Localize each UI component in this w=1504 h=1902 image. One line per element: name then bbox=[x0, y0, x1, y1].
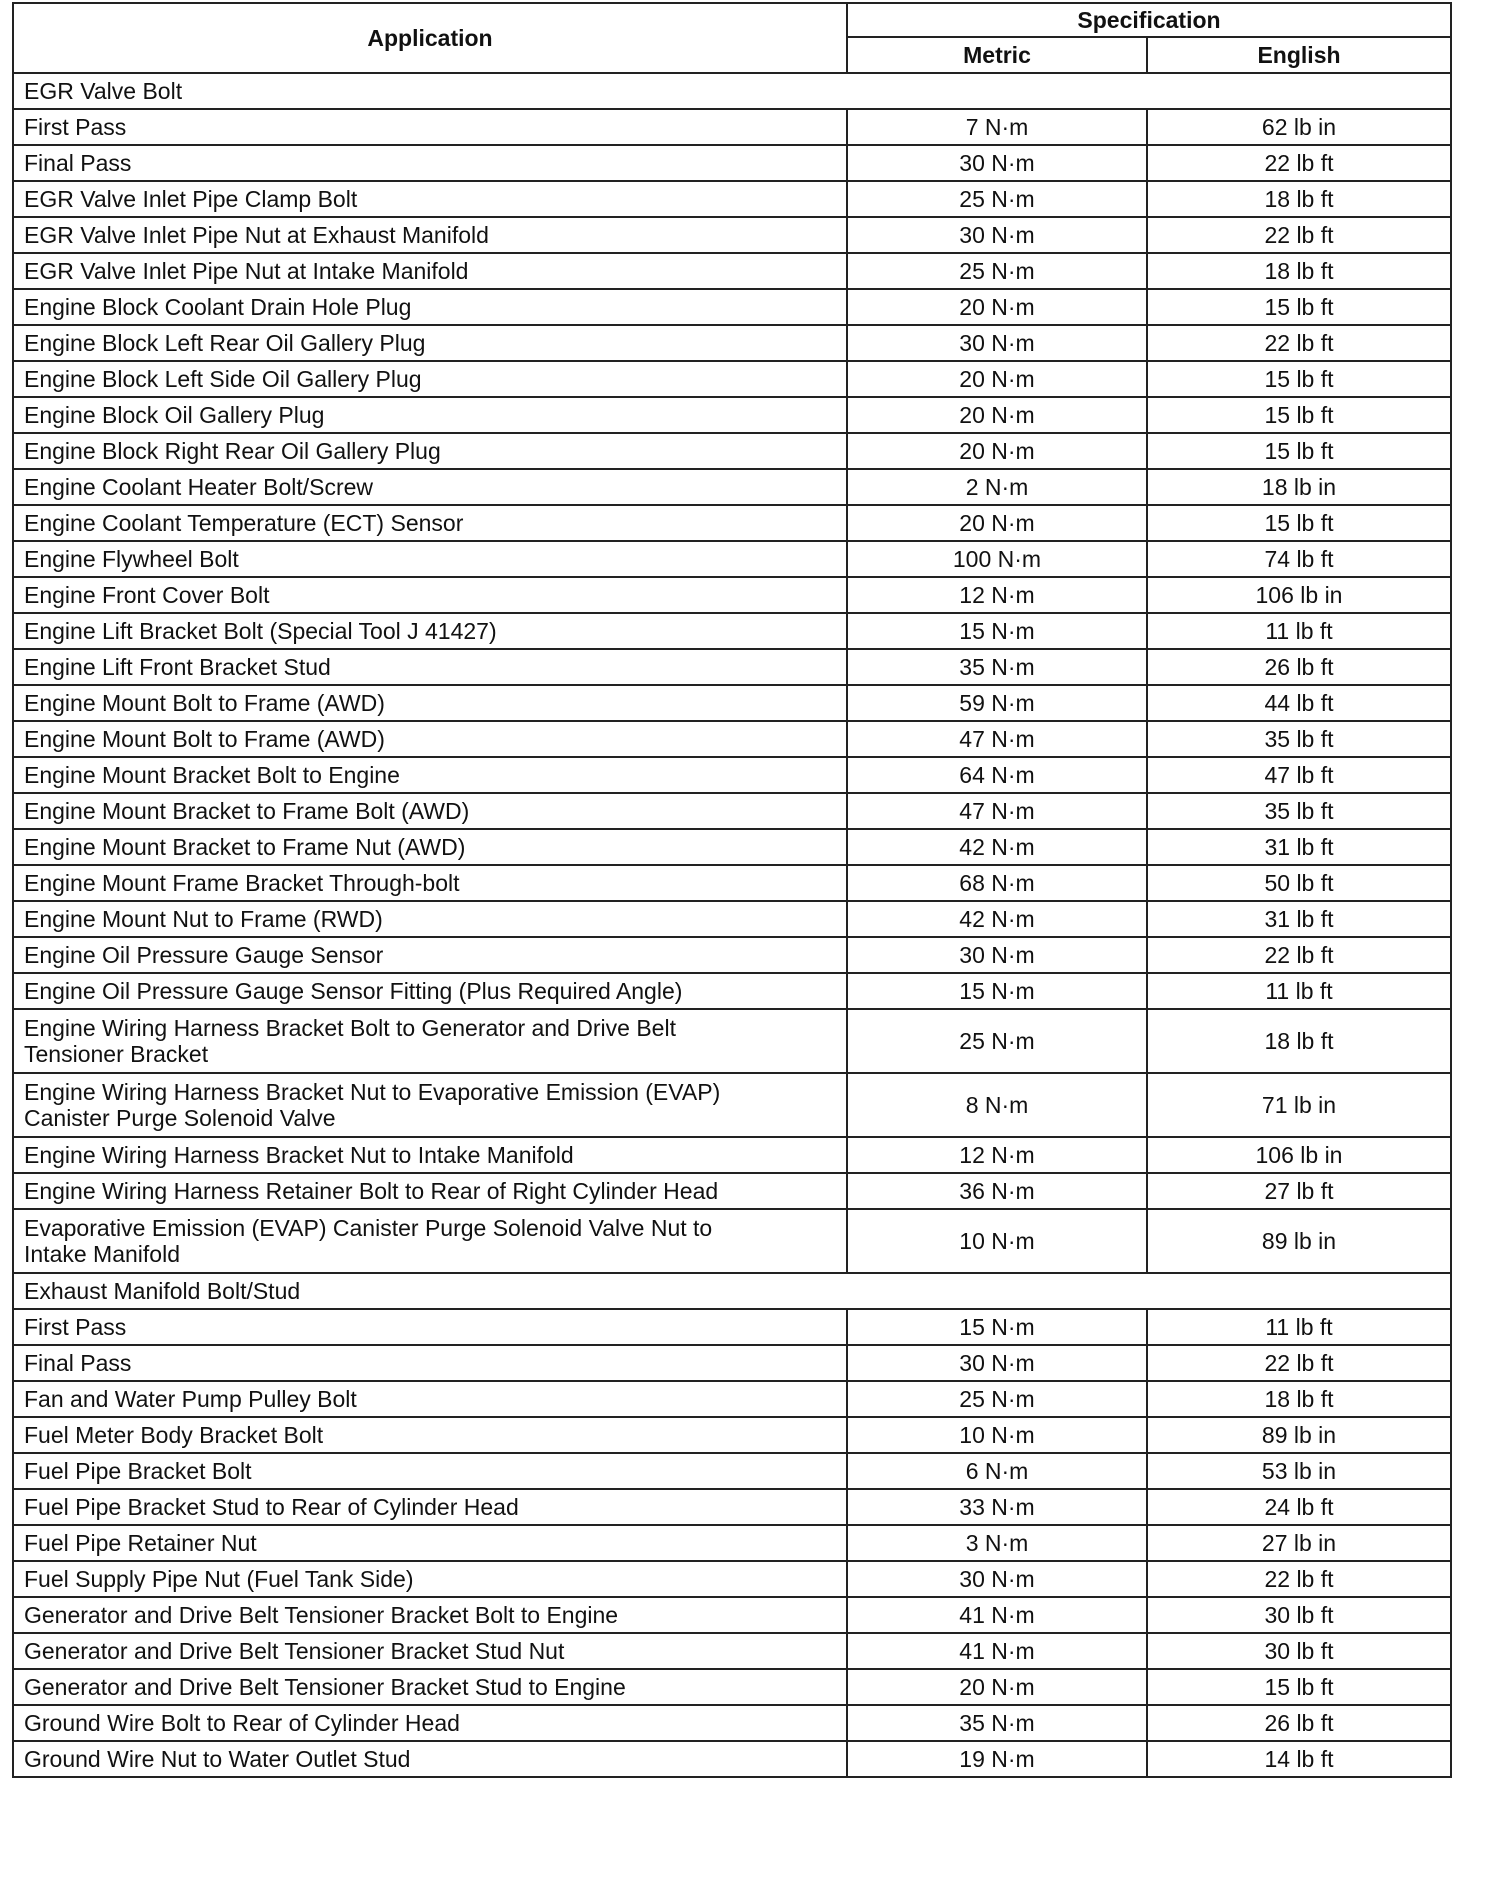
table-row bbox=[13, 1705, 1451, 1741]
cell-application: Engine Coolant Heater Bolt/Screw bbox=[13, 469, 847, 505]
table-row bbox=[13, 469, 1451, 505]
cell-application: First Pass bbox=[13, 1309, 847, 1345]
cell-metric: 42 N·m bbox=[847, 901, 1147, 937]
table-row bbox=[13, 145, 1451, 181]
cell-application: EGR Valve Inlet Pipe Nut at Intake Manifold bbox=[13, 253, 847, 289]
table-row bbox=[13, 541, 1451, 577]
cell-metric: 20 N·m bbox=[847, 505, 1147, 541]
table-row bbox=[13, 901, 1451, 937]
cell-english: 26 lb ft bbox=[1147, 649, 1451, 685]
cell-metric: 47 N·m bbox=[847, 721, 1147, 757]
cell-metric: 35 N·m bbox=[847, 1705, 1147, 1741]
header-english: English bbox=[1147, 37, 1451, 73]
cell-metric: 3 N·m bbox=[847, 1525, 1147, 1561]
torque-spec-table bbox=[12, 2, 1452, 1778]
cell-metric: 33 N·m bbox=[847, 1489, 1147, 1525]
cell-metric: 10 N·m bbox=[847, 1417, 1147, 1453]
cell-application: Ground Wire Nut to Water Outlet Stud bbox=[13, 1741, 847, 1777]
cell-english: 15 lb ft bbox=[1147, 1669, 1451, 1705]
table-row bbox=[13, 577, 1451, 613]
cell-metric: 68 N·m bbox=[847, 865, 1147, 901]
cell-application: Engine Lift Front Bracket Stud bbox=[13, 649, 847, 685]
cell-english: 15 lb ft bbox=[1147, 361, 1451, 397]
cell-english: 22 lb ft bbox=[1147, 1561, 1451, 1597]
cell-application: Engine Oil Pressure Gauge Sensor Fitting (Plus Required Angle) bbox=[13, 973, 847, 1009]
cell-application: Engine Wiring Harness Retainer Bolt to Rear of Right Cylinder Head bbox=[13, 1173, 847, 1209]
cell-application: Engine Wiring Harness Bracket Nut to Intake Manifold bbox=[13, 1137, 847, 1173]
cell-application: Engine Mount Bolt to Frame (AWD) bbox=[13, 685, 847, 721]
table-row bbox=[13, 721, 1451, 757]
cell-english: 22 lb ft bbox=[1147, 1345, 1451, 1381]
cell-metric: 10 N·m bbox=[847, 1209, 1147, 1273]
cell-metric: 8 N·m bbox=[847, 1073, 1147, 1137]
table-group-row bbox=[13, 1273, 1451, 1309]
cell-english: 47 lb ft bbox=[1147, 757, 1451, 793]
cell-metric: 12 N·m bbox=[847, 577, 1147, 613]
cell-application: Engine Oil Pressure Gauge Sensor bbox=[13, 937, 847, 973]
table-row bbox=[13, 1009, 1451, 1073]
cell-application: Engine Mount Nut to Frame (RWD) bbox=[13, 901, 847, 937]
cell-english: 18 lb ft bbox=[1147, 181, 1451, 217]
cell-application: Engine Block Coolant Drain Hole Plug bbox=[13, 289, 847, 325]
cell-application: EGR Valve Inlet Pipe Clamp Bolt bbox=[13, 181, 847, 217]
cell-english: 89 lb in bbox=[1147, 1417, 1451, 1453]
cell-english: 15 lb ft bbox=[1147, 289, 1451, 325]
table-row bbox=[13, 793, 1451, 829]
cell-english: 22 lb ft bbox=[1147, 217, 1451, 253]
table-row bbox=[13, 685, 1451, 721]
cell-metric: 19 N·m bbox=[847, 1741, 1147, 1777]
cell-metric: 25 N·m bbox=[847, 1381, 1147, 1417]
cell-metric: 2 N·m bbox=[847, 469, 1147, 505]
cell-application: Engine Mount Bolt to Frame (AWD) bbox=[13, 721, 847, 757]
cell-english: 53 lb in bbox=[1147, 1453, 1451, 1489]
header-application: Application bbox=[13, 3, 847, 73]
table-row bbox=[13, 1209, 1451, 1273]
cell-application: Engine Block Left Side Oil Gallery Plug bbox=[13, 361, 847, 397]
application-line-1: Evaporative Emission (EVAP) Canister Purge Solenoid Valve Nut to bbox=[24, 1215, 713, 1241]
cell-metric: 15 N·m bbox=[847, 613, 1147, 649]
cell-english: 11 lb ft bbox=[1147, 973, 1451, 1009]
cell-metric: 36 N·m bbox=[847, 1173, 1147, 1209]
cell-application: Engine Mount Bracket to Frame Bolt (AWD) bbox=[13, 793, 847, 829]
cell-application: Engine Block Right Rear Oil Gallery Plug bbox=[13, 433, 847, 469]
cell-application: Final Pass bbox=[13, 1345, 847, 1381]
table-row bbox=[13, 1741, 1451, 1777]
cell-metric: 30 N·m bbox=[847, 217, 1147, 253]
cell-english: 50 lb ft bbox=[1147, 865, 1451, 901]
cell-metric: 20 N·m bbox=[847, 361, 1147, 397]
cell-english: 22 lb ft bbox=[1147, 145, 1451, 181]
cell-application: Fuel Meter Body Bracket Bolt bbox=[13, 1417, 847, 1453]
cell-metric: 30 N·m bbox=[847, 325, 1147, 361]
table-row bbox=[13, 1525, 1451, 1561]
table-row bbox=[13, 1345, 1451, 1381]
cell-english: 106 lb in bbox=[1147, 1137, 1451, 1173]
cell-application: Engine Mount Bracket Bolt to Engine bbox=[13, 757, 847, 793]
table-row bbox=[13, 325, 1451, 361]
table-row bbox=[13, 253, 1451, 289]
table-row bbox=[13, 289, 1451, 325]
table-row bbox=[13, 1417, 1451, 1453]
table-row bbox=[13, 937, 1451, 973]
cell-application: Generator and Drive Belt Tensioner Bracket Stud Nut bbox=[13, 1633, 847, 1669]
table-row bbox=[13, 217, 1451, 253]
cell-metric: 25 N·m bbox=[847, 181, 1147, 217]
cell-metric: 20 N·m bbox=[847, 433, 1147, 469]
cell-english: 22 lb ft bbox=[1147, 325, 1451, 361]
table-row bbox=[13, 973, 1451, 1009]
cell-english: 26 lb ft bbox=[1147, 1705, 1451, 1741]
cell-application: Fan and Water Pump Pulley Bolt bbox=[13, 1381, 847, 1417]
cell-metric: 20 N·m bbox=[847, 289, 1147, 325]
cell-english: 35 lb ft bbox=[1147, 721, 1451, 757]
cell-application: Final Pass bbox=[13, 145, 847, 181]
cell-english: 31 lb ft bbox=[1147, 901, 1451, 937]
table-row bbox=[13, 1669, 1451, 1705]
cell-application: Fuel Pipe Bracket Bolt bbox=[13, 1453, 847, 1489]
table-row bbox=[13, 433, 1451, 469]
application-line-2: Intake Manifold bbox=[24, 1241, 180, 1267]
cell-metric: 20 N·m bbox=[847, 1669, 1147, 1705]
cell-application: Generator and Drive Belt Tensioner Bracket Bolt to Engine bbox=[13, 1597, 847, 1633]
table-body bbox=[13, 73, 1451, 1777]
application-line-1: Engine Wiring Harness Bracket Bolt to Generator and Drive Belt bbox=[24, 1015, 676, 1041]
table-row bbox=[13, 361, 1451, 397]
cell-metric: 100 N·m bbox=[847, 541, 1147, 577]
cell-application bbox=[13, 1209, 847, 1273]
cell-english: 22 lb ft bbox=[1147, 937, 1451, 973]
cell-english: 18 lb in bbox=[1147, 469, 1451, 505]
cell-metric: 30 N·m bbox=[847, 937, 1147, 973]
cell-metric: 12 N·m bbox=[847, 1137, 1147, 1173]
cell-english: 62 lb in bbox=[1147, 109, 1451, 145]
cell-metric: 15 N·m bbox=[847, 973, 1147, 1009]
cell-english: 89 lb in bbox=[1147, 1209, 1451, 1273]
cell-english: 74 lb ft bbox=[1147, 541, 1451, 577]
cell-metric: 25 N·m bbox=[847, 1009, 1147, 1073]
table-row bbox=[13, 1597, 1451, 1633]
cell-english: 30 lb ft bbox=[1147, 1597, 1451, 1633]
cell-application: Fuel Pipe Bracket Stud to Rear of Cylinder Head bbox=[13, 1489, 847, 1525]
table-row bbox=[13, 1173, 1451, 1209]
cell-metric: 41 N·m bbox=[847, 1633, 1147, 1669]
cell-application: Engine Mount Bracket to Frame Nut (AWD) bbox=[13, 829, 847, 865]
cell-application: Fuel Supply Pipe Nut (Fuel Tank Side) bbox=[13, 1561, 847, 1597]
table-row bbox=[13, 829, 1451, 865]
cell-english: 30 lb ft bbox=[1147, 1633, 1451, 1669]
table-row bbox=[13, 1381, 1451, 1417]
cell-application: First Pass bbox=[13, 109, 847, 145]
table-row bbox=[13, 649, 1451, 685]
table-header bbox=[13, 3, 1451, 73]
cell-metric: 35 N·m bbox=[847, 649, 1147, 685]
cell-english: 15 lb ft bbox=[1147, 505, 1451, 541]
cell-english: 106 lb in bbox=[1147, 577, 1451, 613]
cell-english: 27 lb ft bbox=[1147, 1173, 1451, 1209]
cell-application: Engine Block Oil Gallery Plug bbox=[13, 397, 847, 433]
table-row bbox=[13, 397, 1451, 433]
table-group-row bbox=[13, 73, 1451, 109]
cell-application bbox=[13, 1009, 847, 1073]
cell-metric: 47 N·m bbox=[847, 793, 1147, 829]
application-line-2: Tensioner Bracket bbox=[24, 1041, 209, 1067]
cell-metric: 20 N·m bbox=[847, 397, 1147, 433]
header-metric: Metric bbox=[847, 37, 1147, 73]
cell-metric: 25 N·m bbox=[847, 253, 1147, 289]
cell-metric: 30 N·m bbox=[847, 1345, 1147, 1381]
cell-english: 11 lb ft bbox=[1147, 1309, 1451, 1345]
cell-english: 18 lb ft bbox=[1147, 1009, 1451, 1073]
cell-application: Engine Coolant Temperature (ECT) Sensor bbox=[13, 505, 847, 541]
cell-english: 35 lb ft bbox=[1147, 793, 1451, 829]
cell-metric: 30 N·m bbox=[847, 1561, 1147, 1597]
cell-metric: 42 N·m bbox=[847, 829, 1147, 865]
cell-application: Engine Flywheel Bolt bbox=[13, 541, 847, 577]
cell-english: 27 lb in bbox=[1147, 1525, 1451, 1561]
header-specification: Specification bbox=[847, 3, 1451, 37]
cell-application: Ground Wire Bolt to Rear of Cylinder Head bbox=[13, 1705, 847, 1741]
table-row bbox=[13, 757, 1451, 793]
cell-application: EGR Valve Inlet Pipe Nut at Exhaust Manifold bbox=[13, 217, 847, 253]
table-row bbox=[13, 109, 1451, 145]
cell-metric: 64 N·m bbox=[847, 757, 1147, 793]
cell-english: 11 lb ft bbox=[1147, 613, 1451, 649]
table-row bbox=[13, 1137, 1451, 1173]
cell-application bbox=[13, 1073, 847, 1137]
cell-english: 15 lb ft bbox=[1147, 397, 1451, 433]
table-row bbox=[13, 613, 1451, 649]
table-row bbox=[13, 1309, 1451, 1345]
cell-metric: 59 N·m bbox=[847, 685, 1147, 721]
cell-metric: 6 N·m bbox=[847, 1453, 1147, 1489]
cell-english: 18 lb ft bbox=[1147, 253, 1451, 289]
cell-english: 44 lb ft bbox=[1147, 685, 1451, 721]
cell-english: 18 lb ft bbox=[1147, 1381, 1451, 1417]
cell-english: 14 lb ft bbox=[1147, 1741, 1451, 1777]
table-row bbox=[13, 505, 1451, 541]
cell-application: Engine Block Left Rear Oil Gallery Plug bbox=[13, 325, 847, 361]
cell-english: 24 lb ft bbox=[1147, 1489, 1451, 1525]
cell-english: 31 lb ft bbox=[1147, 829, 1451, 865]
cell-english: 71 lb in bbox=[1147, 1073, 1451, 1137]
cell-application: Fuel Pipe Retainer Nut bbox=[13, 1525, 847, 1561]
cell-application: Engine Front Cover Bolt bbox=[13, 577, 847, 613]
cell-english: 15 lb ft bbox=[1147, 433, 1451, 469]
application-line-2: Canister Purge Solenoid Valve bbox=[24, 1105, 336, 1131]
cell-metric: 41 N·m bbox=[847, 1597, 1147, 1633]
table-row bbox=[13, 865, 1451, 901]
table-row bbox=[13, 1489, 1451, 1525]
cell-application: Engine Lift Bracket Bolt (Special Tool J 41427) bbox=[13, 613, 847, 649]
cell-metric: 7 N·m bbox=[847, 109, 1147, 145]
cell-application: Generator and Drive Belt Tensioner Bracket Stud to Engine bbox=[13, 1669, 847, 1705]
cell-metric: 30 N·m bbox=[847, 145, 1147, 181]
application-line-1: Engine Wiring Harness Bracket Nut to Evaporative Emission (EVAP) bbox=[24, 1079, 721, 1105]
table-row bbox=[13, 1453, 1451, 1489]
table-row bbox=[13, 1633, 1451, 1669]
table-row bbox=[13, 1561, 1451, 1597]
table-row bbox=[13, 181, 1451, 217]
table-row bbox=[13, 1073, 1451, 1137]
group-label: Exhaust Manifold Bolt/Stud bbox=[13, 1273, 1451, 1309]
cell-metric: 15 N·m bbox=[847, 1309, 1147, 1345]
cell-application: Engine Mount Frame Bracket Through-bolt bbox=[13, 865, 847, 901]
group-label: EGR Valve Bolt bbox=[13, 73, 1451, 109]
